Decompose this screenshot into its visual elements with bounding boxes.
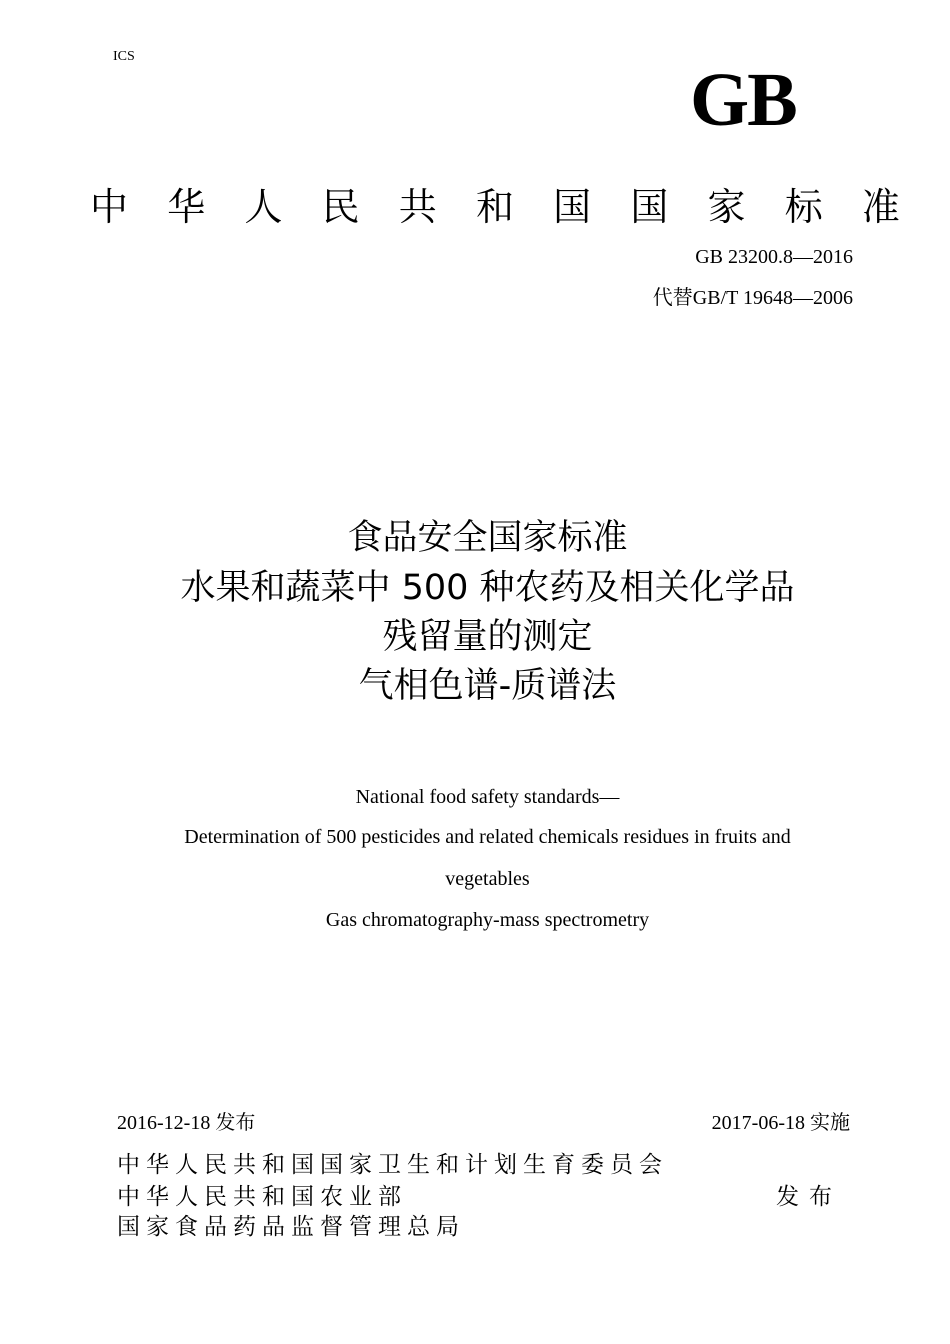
issuer: 国家食品药品监督管理总局 bbox=[117, 1214, 465, 1240]
heading-char: 和 bbox=[475, 185, 514, 229]
title-en-line: vegetables bbox=[445, 868, 530, 890]
heading-char: 共 bbox=[398, 185, 437, 229]
publish-label: 发布 bbox=[776, 1184, 842, 1210]
heading-char: 国 bbox=[553, 185, 592, 229]
title-zh-line: 残留量的测定 bbox=[382, 617, 593, 657]
title-zh-line: 气相色谱-质谱法 bbox=[358, 666, 617, 706]
standard-code: GB 23200.8—2016 bbox=[695, 246, 853, 268]
heading-char: 家 bbox=[707, 185, 746, 229]
issuer: 中华人民共和国农业部 bbox=[117, 1184, 407, 1210]
issuer: 中华人民共和国国家卫生和计划生育委员会 bbox=[117, 1152, 668, 1178]
issue-date: 2016-12-18 发布 bbox=[117, 1112, 256, 1134]
replaces-code: 代替GB/T 19648—2006 bbox=[652, 287, 853, 309]
ics-label: ICS bbox=[113, 49, 135, 64]
national-standard-heading bbox=[90, 176, 900, 231]
gb-logo: GB bbox=[690, 58, 796, 142]
title-zh-line: 水果和蔬菜中 500 种农药及相关化学品 bbox=[180, 568, 795, 608]
heading-char: 民 bbox=[321, 185, 360, 229]
heading-char: 标 bbox=[784, 185, 823, 229]
title-en-line: Determination of 500 pesticides and related chemicals residues in fruits and bbox=[184, 826, 791, 848]
title-en-line: National food safety standards— bbox=[355, 786, 620, 808]
title-en-line: Gas chromatography-mass spectrometry bbox=[325, 909, 650, 931]
heading-char: 中 bbox=[90, 185, 129, 229]
title-zh-line: 食品安全国家标准 bbox=[347, 518, 628, 558]
heading-char: 国 bbox=[630, 185, 669, 229]
heading-char: 华 bbox=[167, 185, 206, 229]
implement-date: 2017-06-18 实施 bbox=[711, 1112, 850, 1134]
heading-char: 人 bbox=[244, 185, 283, 229]
heading-char: 准 bbox=[861, 185, 900, 229]
